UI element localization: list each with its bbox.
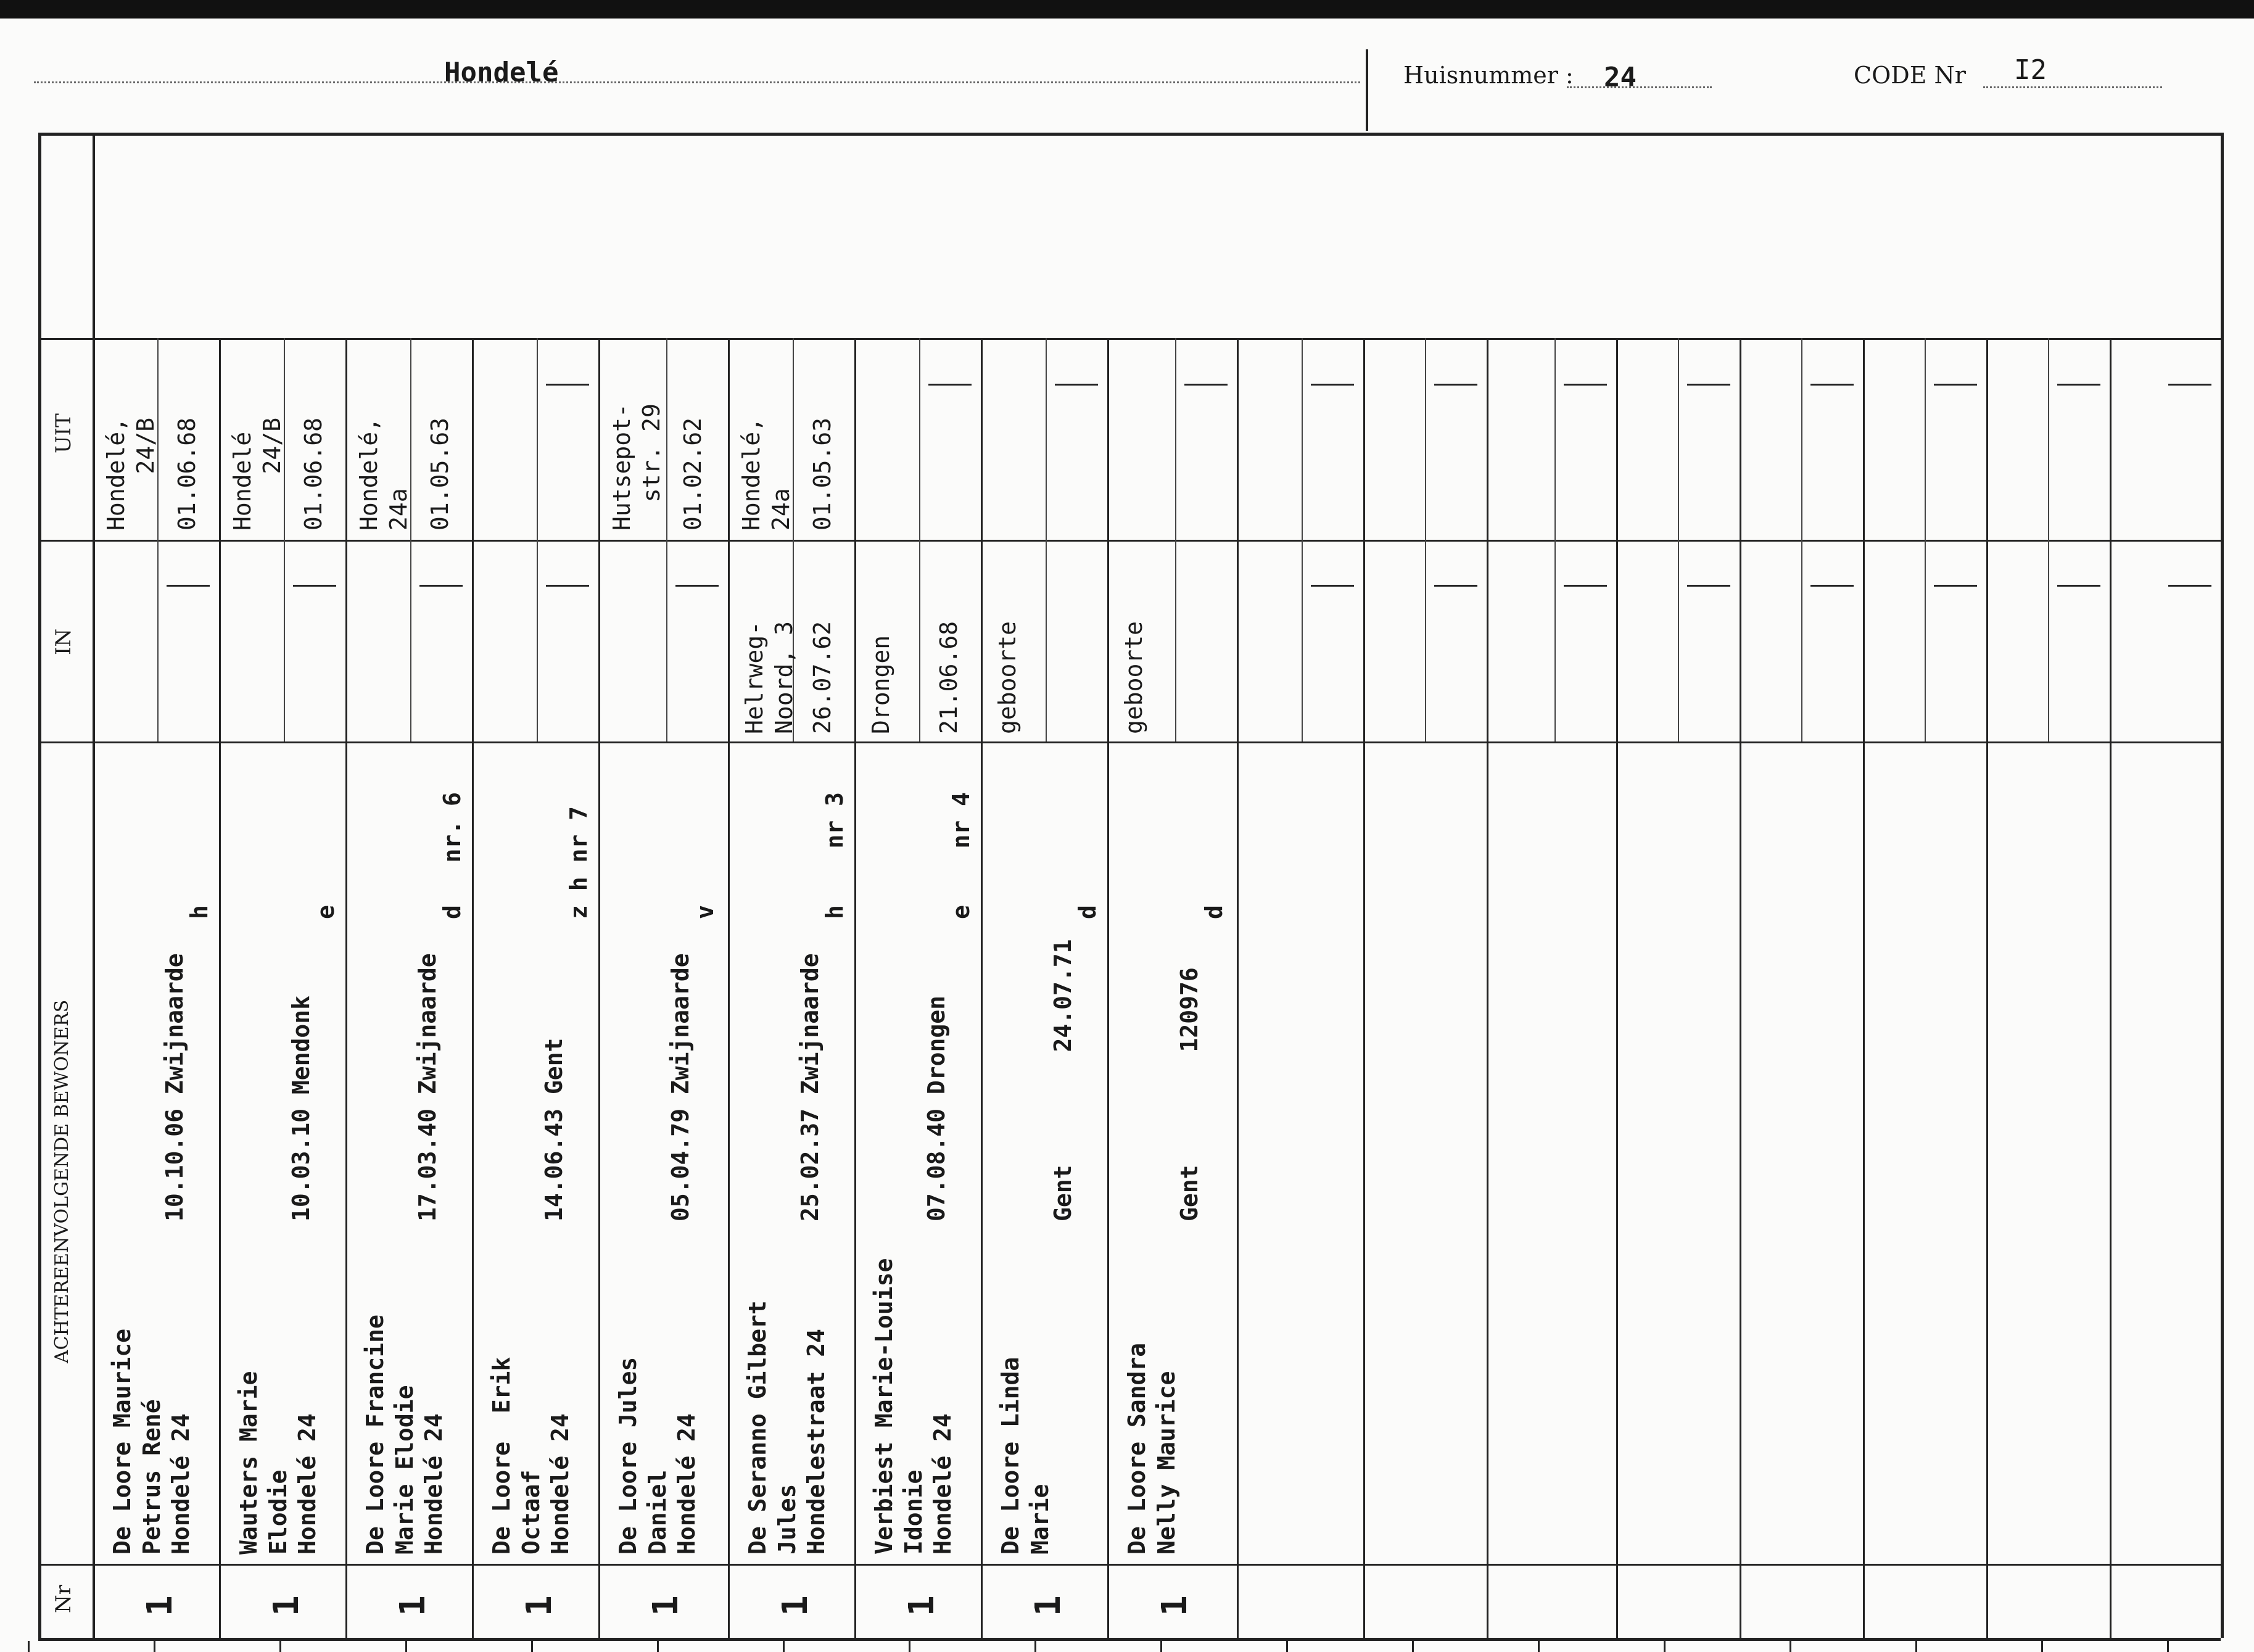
uit-date: 01.05.63 bbox=[426, 417, 453, 531]
bottom-tick bbox=[279, 1641, 281, 1652]
bottom-tick bbox=[1664, 1641, 1666, 1652]
bottom-tick bbox=[1160, 1641, 1162, 1652]
table-border-top bbox=[38, 133, 2221, 136]
column-divider bbox=[1237, 338, 1239, 1638]
bottom-tick bbox=[909, 1641, 910, 1652]
bewoner-suffix: d bbox=[1074, 905, 1101, 919]
column-divider bbox=[219, 338, 221, 1638]
bewoner-name: De Seranno Gilbert Jules Hondelestraat 24 bbox=[744, 1300, 830, 1555]
column-divider bbox=[472, 338, 474, 1638]
huisnummer-line bbox=[1567, 86, 1712, 88]
sub-column-divider bbox=[157, 338, 159, 741]
in-empty-dash bbox=[1564, 585, 1607, 587]
in-empty-dash bbox=[2057, 585, 2100, 587]
top-border bbox=[0, 0, 2254, 19]
column-divider bbox=[345, 338, 347, 1638]
sub-column-divider bbox=[284, 338, 285, 741]
bottom-tick bbox=[2167, 1641, 2169, 1652]
bewoner-suffix: d bbox=[1200, 905, 1228, 919]
street-line bbox=[34, 81, 1360, 83]
in-place: Helrweg- Noord, 3 bbox=[741, 621, 798, 734]
in-place: geboorte bbox=[994, 621, 1021, 734]
bewoner-name: De Loore Jules Daniel Hondelé 24 bbox=[614, 1357, 700, 1555]
sub-column-divider bbox=[410, 338, 411, 741]
column-divider bbox=[598, 338, 600, 1638]
in-empty-dash bbox=[675, 585, 719, 587]
bottom-tick bbox=[657, 1641, 659, 1652]
uit-empty-dash bbox=[1055, 384, 1098, 386]
bewoner-birth: 17.03.40 Zwijnaarde bbox=[414, 953, 441, 1221]
in-empty-dash bbox=[1687, 585, 1730, 587]
uit-empty-dash bbox=[1687, 384, 1730, 386]
column-divider bbox=[1986, 338, 1988, 1638]
uit-empty-dash bbox=[1184, 384, 1228, 386]
bewoner-suffix: v bbox=[691, 905, 719, 919]
in-empty-dash bbox=[1434, 585, 1477, 587]
bottom-tick bbox=[1286, 1641, 1288, 1652]
table-border-right bbox=[2221, 133, 2224, 1638]
uit-empty-dash bbox=[546, 384, 589, 386]
in-place: geboorte bbox=[1120, 621, 1147, 734]
bewoner-name: De Loore Maurice Petrus René Hondelé 24 bbox=[109, 1328, 194, 1555]
bewoner-name: De Loore Francine Marie Elodie Hondelé 24 bbox=[361, 1315, 447, 1555]
bottom-tick bbox=[154, 1641, 155, 1652]
in-empty-dash bbox=[2168, 585, 2211, 587]
sub-column-divider bbox=[919, 338, 920, 741]
column-label-in: IN bbox=[51, 628, 76, 655]
column-divider bbox=[2110, 338, 2112, 1638]
uit-place: Hondelé, 24a bbox=[355, 417, 412, 531]
bewoner-name: De Loore Sandra Nelly Maurice bbox=[1123, 1342, 1180, 1555]
column-divider bbox=[854, 338, 856, 1638]
row-nr: 1 bbox=[519, 1595, 559, 1616]
uit-empty-dash bbox=[1934, 384, 1977, 386]
table-border-left bbox=[38, 133, 41, 1638]
bottom-tick bbox=[1538, 1641, 1540, 1652]
bewoner-birth: 10.03.10 Mendonk bbox=[287, 995, 315, 1221]
bewoner-birth: 07.08.40 Drongen bbox=[923, 995, 950, 1221]
uit-empty-dash bbox=[928, 384, 972, 386]
uit-date: 01.05.63 bbox=[809, 417, 836, 531]
in-empty-dash bbox=[546, 585, 589, 587]
bewoner-name: Verbiest Marie-Louise Idonie Hondelé 24 bbox=[870, 1258, 956, 1555]
sub-column-divider bbox=[1046, 338, 1047, 741]
uit-in-divider bbox=[38, 540, 2221, 542]
uit-empty-dash bbox=[2057, 384, 2100, 386]
bottom-tick bbox=[1915, 1641, 1917, 1652]
column-label-bewoners: ACHTEREENVOLGENDE BEWONERS bbox=[51, 999, 73, 1363]
column-label-uit: UIT bbox=[51, 413, 76, 453]
uit-date: 01.06.68 bbox=[300, 417, 327, 531]
sub-column-divider bbox=[537, 338, 538, 741]
bottom-tick bbox=[783, 1641, 785, 1652]
row-nr: 1 bbox=[140, 1595, 180, 1616]
bottom-tick bbox=[531, 1641, 533, 1652]
column-divider bbox=[728, 338, 730, 1638]
bottom-tick bbox=[28, 1641, 30, 1652]
row-nr: 1 bbox=[1155, 1595, 1195, 1616]
bewoner-birth: Gent 120976 bbox=[1176, 967, 1203, 1221]
bewoner-suffix: h bbox=[186, 905, 213, 919]
column-label-nr: Nr bbox=[51, 1584, 76, 1613]
sub-column-divider bbox=[1175, 338, 1176, 741]
code-line bbox=[1983, 86, 2162, 88]
uit-place: Hondelé, 24/B bbox=[102, 417, 159, 531]
in-empty-dash bbox=[1810, 585, 1854, 587]
column-divider bbox=[1863, 338, 1865, 1638]
sub-column-divider bbox=[1925, 338, 1926, 741]
bottom-tick bbox=[2041, 1641, 2043, 1652]
uit-empty-dash bbox=[1810, 384, 1854, 386]
bewoner-name: De Loore Erik Octaaf Hondelé 24 bbox=[488, 1357, 574, 1555]
uit-empty-dash bbox=[1564, 384, 1607, 386]
bewoners-nr-divider bbox=[38, 1564, 2221, 1566]
in-empty-dash bbox=[167, 585, 210, 587]
row-nr: 1 bbox=[646, 1595, 686, 1616]
row-nr: 1 bbox=[266, 1595, 307, 1616]
code-label: CODE Nr bbox=[1854, 62, 1966, 89]
bottom-tick bbox=[405, 1641, 407, 1652]
row-nr: 1 bbox=[902, 1595, 942, 1616]
bewoner-birth: 14.06.43 Gent bbox=[540, 1038, 568, 1221]
bewoner-suffix: d nr. 6 bbox=[439, 792, 466, 919]
sub-column-divider bbox=[1678, 338, 1679, 741]
row-nr: 1 bbox=[393, 1595, 433, 1616]
in-bewoners-divider bbox=[38, 741, 2221, 743]
bottom-tick bbox=[1412, 1641, 1414, 1652]
uit-place: Hondelé 24/B bbox=[229, 417, 286, 531]
bewoner-name: Wauters Marie Elodie Hondelé 24 bbox=[235, 1371, 321, 1555]
bewoner-suffix: e nr 4 bbox=[947, 792, 975, 919]
row-nr: 1 bbox=[1028, 1595, 1068, 1616]
street-name: Hondelé bbox=[444, 57, 559, 88]
in-empty-dash bbox=[1311, 585, 1354, 587]
sub-column-divider bbox=[666, 338, 667, 741]
in-empty-dash bbox=[1934, 585, 1977, 587]
bottom-tick bbox=[1790, 1641, 1791, 1652]
uit-empty-dash bbox=[1434, 384, 1477, 386]
column-divider bbox=[981, 338, 983, 1638]
header-divider bbox=[1366, 49, 1368, 131]
uit-divider bbox=[38, 338, 2221, 340]
uit-date: 01.02.62 bbox=[679, 417, 706, 531]
sub-column-divider bbox=[1425, 338, 1426, 741]
column-divider bbox=[1107, 338, 1109, 1638]
bottom-tick bbox=[1034, 1641, 1036, 1652]
in-date: 21.06.68 bbox=[935, 621, 962, 734]
row-nr: 1 bbox=[775, 1595, 815, 1616]
uit-empty-dash bbox=[2168, 384, 2211, 386]
huisnummer-value: 24 bbox=[1604, 62, 1637, 93]
uit-empty-dash bbox=[1311, 384, 1354, 386]
sub-column-divider bbox=[2048, 338, 2049, 741]
bewoner-birth: Gent 24.07.71 bbox=[1049, 939, 1076, 1221]
code-value: I2 bbox=[2014, 54, 2047, 86]
table-border-bottom bbox=[38, 1638, 2221, 1641]
in-empty-dash bbox=[293, 585, 336, 587]
column-divider bbox=[1487, 338, 1488, 1638]
in-place: Drongen bbox=[867, 635, 894, 734]
bewoner-suffix: z h nr 7 bbox=[565, 806, 592, 919]
sub-column-divider bbox=[1554, 338, 1556, 741]
uit-place: Hutsepot- str. 29 bbox=[608, 403, 665, 531]
uit-date: 01.06.68 bbox=[173, 417, 200, 531]
huisnummer-label: Huisnummer : bbox=[1403, 62, 1574, 89]
column-divider bbox=[1740, 338, 1741, 1638]
label-column-divider bbox=[93, 133, 95, 1638]
in-empty-dash bbox=[419, 585, 463, 587]
bewoner-birth: 05.04.79 Zwijnaarde bbox=[667, 953, 694, 1221]
column-divider bbox=[1363, 338, 1365, 1638]
column-divider bbox=[1616, 338, 1618, 1638]
bewoner-suffix: h nr 3 bbox=[821, 792, 848, 919]
sub-column-divider bbox=[1302, 338, 1303, 741]
sub-column-divider bbox=[1801, 338, 1802, 741]
bewoner-birth: 10.10.06 Zwijnaarde bbox=[161, 953, 188, 1221]
bewoner-name: De Loore Linda Marie bbox=[997, 1357, 1054, 1555]
bewoner-suffix: e bbox=[312, 905, 339, 919]
uit-place: Hondelé, 24a bbox=[738, 417, 795, 531]
bewoner-birth: 25.02.37 Zwijnaarde bbox=[796, 953, 824, 1221]
in-date: 26.07.62 bbox=[809, 621, 836, 734]
